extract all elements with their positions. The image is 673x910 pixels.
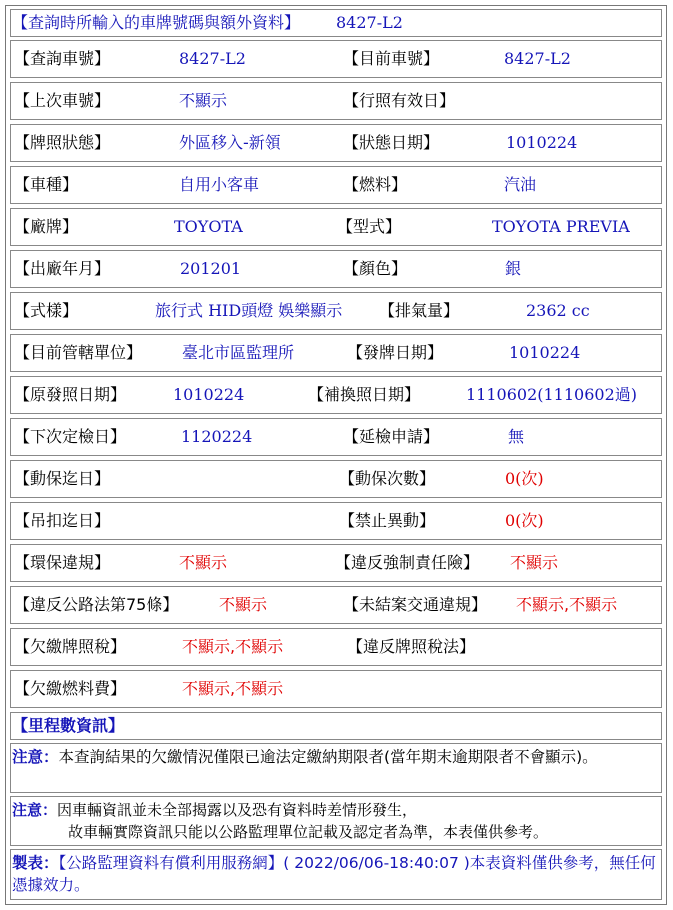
label-current-plate: 【目前車號】 [343,49,440,68]
label-vehicle-type: 【車種】 [14,175,79,194]
mileage-title: 【里程數資訊】 [12,716,125,735]
label-open-traffic-violation: 【未結案交通違規】 [343,595,488,614]
footer-timestamp: ( 2022/06/06-18:40:07 ) [283,854,470,872]
value-inspection-deferral: 無 [508,427,525,446]
value-env-violation: 不顯示 [179,553,228,572]
value-issue-date: 1010224 [509,343,581,362]
label-license-tax-violation: 【違反牌照稅法】 [347,637,476,656]
value-unpaid-license-tax: 不顯示,不顯示 [182,637,284,656]
value-original-issue-date: 1010224 [173,385,245,404]
label-issue-date: 【發牌日期】 [347,343,444,362]
footer-text: 本表資料僅供參考，無任何憑據效力。 [12,854,656,894]
label-color: 【顏色】 [343,259,408,278]
label-mortgage-end: 【動保迄日】 [14,469,111,488]
footer-row [10,849,662,900]
row-jurisdiction [10,334,662,372]
label-model: 【型式】 [337,217,402,236]
value-replacement-date: 1110602(1110602過) [466,385,638,404]
note-2-label: 注意： [12,801,58,819]
note-1-label: 注意： [12,748,59,766]
header-plate: 8427-L2 [336,13,403,32]
label-fuel: 【燃料】 [343,175,408,194]
label-status-date: 【狀態日期】 [343,133,440,152]
label-brand: 【廠牌】 [14,217,79,236]
label-insurance-violation: 【違反強制責任險】 [335,553,480,572]
row-chattel-mortgage [10,460,662,498]
label-query-plate: 【查詢車號】 [14,49,111,68]
row-suspension [10,502,662,540]
value-style: 旅行式 HID頭燈 娛樂顯示 [155,301,343,320]
note-1 [10,743,662,793]
value-color: 銀 [505,259,522,278]
row-original-issue [10,376,662,414]
label-suspension-end: 【吊扣迄日】 [14,511,111,530]
label-next-inspection: 【下次定檢日】 [14,427,127,446]
label-transfer-ban: 【禁止異動】 [339,511,436,530]
value-mortgage-count: 0(次) [505,469,544,488]
label-unpaid-fuel-fee: 【欠繳燃料費】 [14,679,127,698]
row-style [10,292,662,330]
value-fuel: 汽油 [504,175,537,194]
value-highway-act-75: 不顯示 [219,595,268,614]
row-highway-violation [10,586,662,624]
label-unpaid-license-tax: 【欠繳牌照稅】 [14,637,127,656]
label-license-valid-date: 【行照有效日】 [343,91,456,110]
value-previous-plate: 不顯示 [179,91,228,110]
value-displacement: 2362 cc [526,301,590,320]
label-previous-plate: 【上次車號】 [14,91,111,110]
value-manufacture-date: 201201 [180,259,242,278]
row-brand [10,208,662,246]
value-model: TOYOTA PREVIA [492,217,630,236]
label-replacement-date: 【補換照日期】 [308,385,421,404]
label-env-violation: 【環保違規】 [14,553,111,572]
label-manufacture-date: 【出廠年月】 [14,259,111,278]
value-unpaid-fuel-fee: 不顯示,不顯示 [182,679,284,698]
header-row [10,9,662,37]
value-insurance-violation: 不顯示 [510,553,559,572]
header-title: 【查詢時所輸入的車牌號碼與額外資料】 [12,13,301,32]
footer-label: 製表： [12,854,59,872]
note-1-text: 本查詢結果的欠繳情況僅限已逾法定繳納期限者(當年期末逾期限者不會顯示)。 [58,748,598,766]
note-2-line-2: 故車輛實際資訊只能以公路監理單位記載及認定者為準，本表僅供參考。 [68,823,549,841]
row-manufacture-date [10,250,662,288]
row-inspection [10,418,662,456]
value-next-inspection: 1120224 [181,427,253,446]
value-brand: TOYOTA [174,217,243,236]
report-frame [5,5,667,905]
value-transfer-ban: 0(次) [505,511,544,530]
value-open-traffic-violation: 不顯示,不顯示 [516,595,618,614]
row-license-tax [10,628,662,666]
label-plate-status: 【牌照狀態】 [14,133,111,152]
value-status-date: 1010224 [506,133,578,152]
row-plate-status [10,124,662,162]
row-env-violation [10,544,662,582]
value-plate-status: 外區移入-新領 [179,133,281,152]
value-current-plate: 8427-L2 [504,49,571,68]
label-displacement: 【排氣量】 [379,301,460,320]
row-previous-plate [10,82,662,120]
label-inspection-deferral: 【延檢申請】 [343,427,440,446]
label-mortgage-count: 【動保次數】 [339,469,436,488]
row-plate [10,40,662,78]
row-vehicle-type [10,166,662,204]
mileage-row [10,712,662,740]
label-style: 【式樣】 [14,301,79,320]
note-2-line-1: 因車輛資訊並未全部揭露以及恐有資料時差情形發生， [57,801,418,819]
footer-source: 【公路監理資料有償利用服務網】 [58,854,284,872]
value-vehicle-type: 自用小客車 [179,175,260,194]
row-fuel-fee [10,670,662,708]
value-query-plate: 8427-L2 [179,49,246,68]
label-jurisdiction: 【目前管轄單位】 [14,343,143,362]
label-original-issue-date: 【原發照日期】 [14,385,127,404]
label-highway-act-75: 【違反公路法第75條】 [14,595,179,614]
value-jurisdiction: 臺北市區監理所 [182,343,295,362]
note-2 [10,796,662,846]
